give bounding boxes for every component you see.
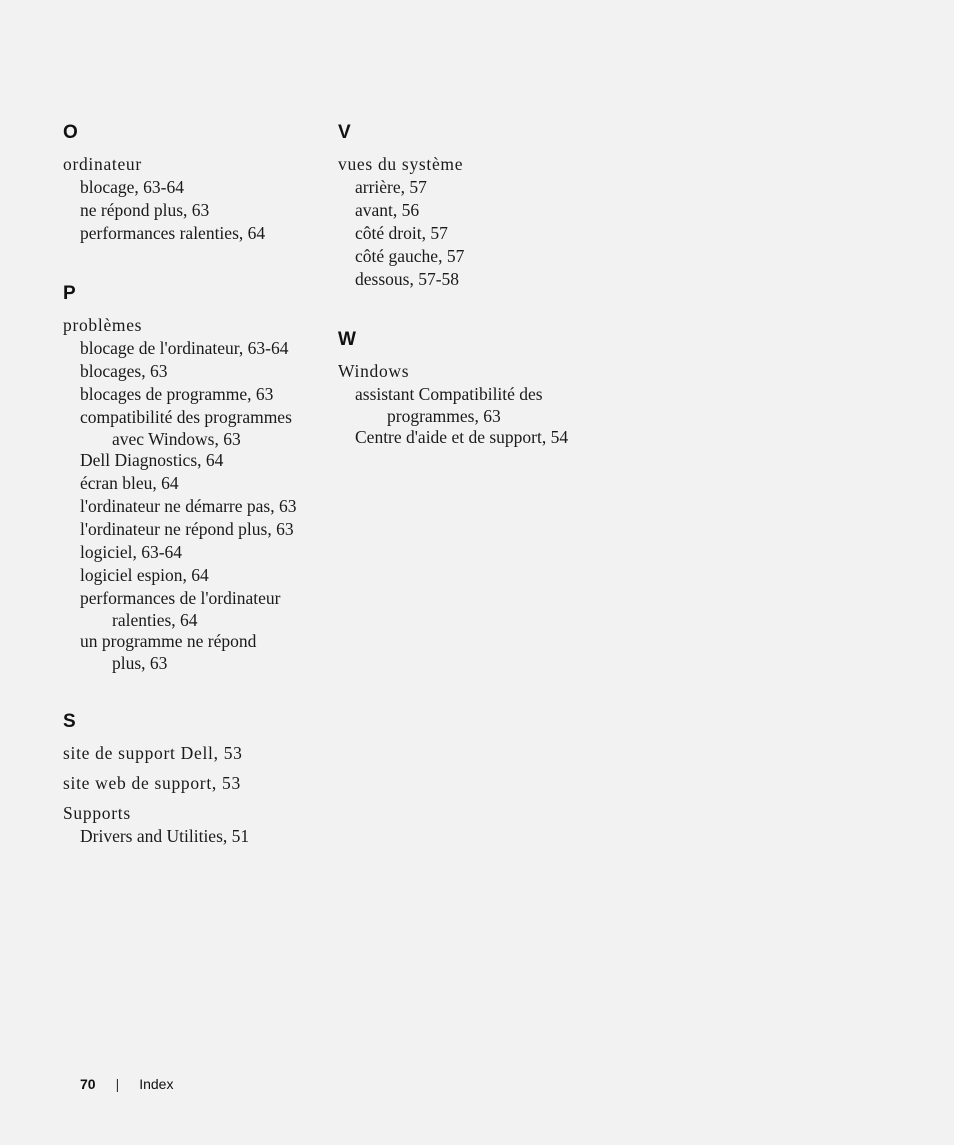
entry-term: site web de support, 53 <box>63 773 241 793</box>
index-entry <box>338 360 638 449</box>
index-subentry <box>338 383 638 426</box>
entry-term: problèmes <box>63 315 143 335</box>
subentry-text: assistant Compatibilité des <box>355 384 543 404</box>
index-subentry <box>63 383 323 406</box>
subentry-text: avant, 56 <box>355 200 420 220</box>
entry-term: Supports <box>63 803 131 823</box>
index-subentry <box>63 472 323 495</box>
index-column-left <box>63 120 323 884</box>
subentry-continuation: ralenties, 64 <box>112 610 198 630</box>
footer-section-title: Index <box>139 1076 174 1092</box>
page-footer <box>80 1076 173 1092</box>
subentry-text: dessous, 57-58 <box>355 269 460 289</box>
index-subentry <box>63 337 323 360</box>
subentry-text: l'ordinateur ne répond plus, 63 <box>80 519 294 539</box>
page-number: 70 <box>80 1076 96 1092</box>
index-subentry <box>63 630 323 673</box>
entry-term: ordinateur <box>63 154 142 174</box>
index-subentry <box>63 825 323 848</box>
index-subentry <box>63 564 323 587</box>
subentry-text: côté droit, 57 <box>355 223 448 243</box>
subentry-text: blocages, 63 <box>80 361 168 381</box>
subentry-text: Drivers and Utilities, 51 <box>80 826 250 846</box>
index-entry <box>63 314 323 673</box>
index-subentry <box>338 222 638 245</box>
index-entry <box>63 153 323 245</box>
subentry-text: ne répond plus, 63 <box>80 200 210 220</box>
index-subentry <box>63 199 323 222</box>
subentry-text: logiciel, 63-64 <box>80 542 183 562</box>
index-subentry <box>63 518 323 541</box>
footer-separator: | <box>115 1076 120 1092</box>
subentry-text: Dell Diagnostics, 64 <box>80 450 224 470</box>
subentry-text: l'ordinateur ne démarre pas, 63 <box>80 496 297 516</box>
index-entry <box>63 802 323 848</box>
index-section-s <box>63 709 323 848</box>
index-subentry <box>338 426 638 449</box>
index-section-v <box>338 120 638 291</box>
section-letter: W <box>338 329 356 350</box>
index-subentry <box>63 360 323 383</box>
index-entry <box>63 772 323 795</box>
subentry-text: blocage, 63-64 <box>80 177 184 197</box>
subentry-continuation: programmes, 63 <box>387 406 501 426</box>
subentry-text: blocages de programme, 63 <box>80 384 274 404</box>
index-subentry <box>63 449 323 472</box>
subentry-text: Centre d'aide et de support, 54 <box>355 427 569 447</box>
index-entry <box>338 153 638 291</box>
section-letter: S <box>63 711 76 732</box>
index-subentry <box>63 541 323 564</box>
index-subentry <box>63 222 323 245</box>
subentry-text: performances de l'ordinateur <box>80 588 281 608</box>
index-subentry <box>63 176 323 199</box>
index-column-right <box>338 120 638 485</box>
entry-term: site de support Dell, 53 <box>63 743 243 763</box>
subentry-text: écran bleu, 64 <box>80 473 179 493</box>
section-letter: P <box>63 283 76 304</box>
index-subentry <box>338 176 638 199</box>
section-letter: O <box>63 122 78 143</box>
index-entry <box>63 742 323 765</box>
subentry-text: un programme ne répond <box>80 631 257 651</box>
section-letter: V <box>338 122 351 143</box>
index-section-p <box>63 281 323 673</box>
subentry-continuation: plus, 63 <box>112 653 168 673</box>
index-subentry <box>338 245 638 268</box>
subentry-text: compatibilité des programmes <box>80 407 292 427</box>
entry-term: Windows <box>338 361 410 381</box>
entry-term: vues du système <box>338 154 464 174</box>
index-subentry <box>338 268 638 291</box>
index-subentry <box>63 495 323 518</box>
subentry-text: côté gauche, 57 <box>355 246 465 266</box>
subentry-continuation: avec Windows, 63 <box>112 429 241 449</box>
subentry-text: logiciel espion, 64 <box>80 565 209 585</box>
index-subentry <box>63 406 323 449</box>
subentry-text: performances ralenties, 64 <box>80 223 266 243</box>
index-section-o <box>63 120 323 245</box>
index-subentry <box>338 199 638 222</box>
index-section-w <box>338 327 638 449</box>
subentry-text: arrière, 57 <box>355 177 427 197</box>
index-subentry <box>63 587 323 630</box>
subentry-text: blocage de l'ordinateur, 63-64 <box>80 338 289 358</box>
